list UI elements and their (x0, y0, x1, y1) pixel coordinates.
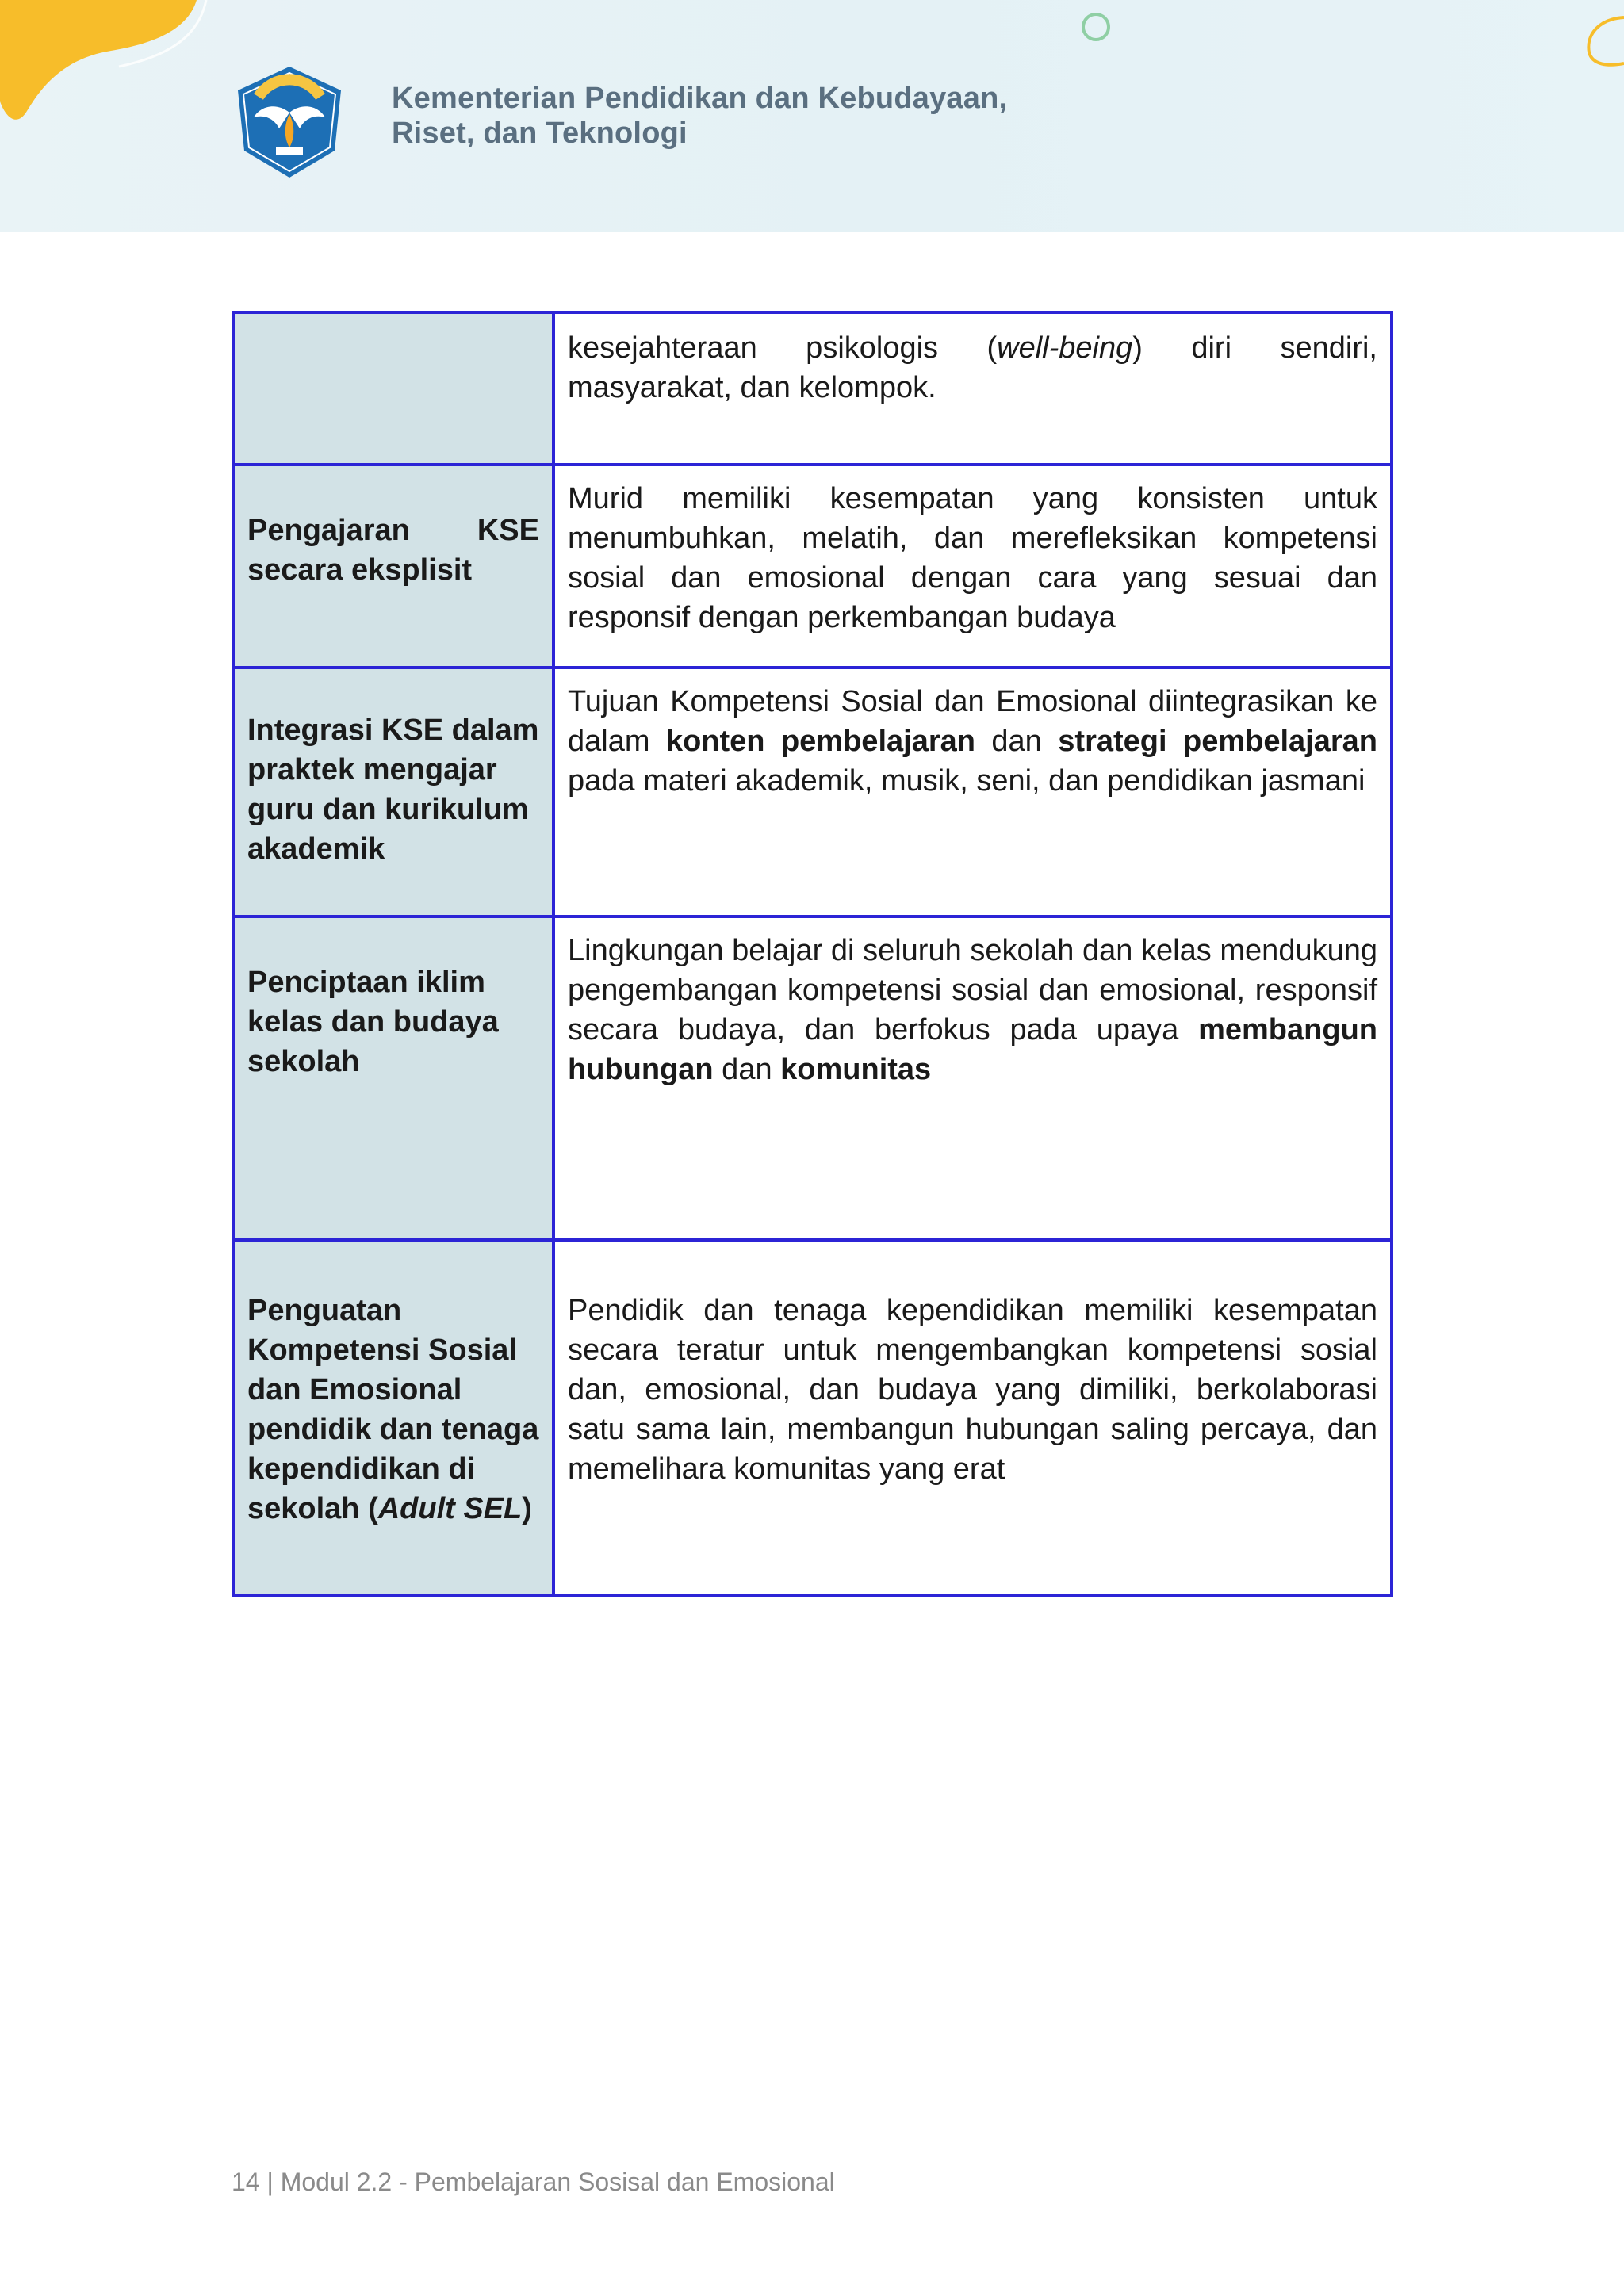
row-label: Penguatan Kompetensi Sosial dan Emosional pendidik dan tenaga kependidikan di sekolah (Adult SEL) (247, 1294, 539, 1525)
row-desc-cell (553, 668, 1392, 916)
row-desc: Lingkungan belajar di seluruh sekolah dan kelas mendukung pengembangan kompetensi sosial dan emosional, responsif secara budaya, dan berfokus pada upaya membangun hubungan dan komunitas (568, 934, 1377, 1086)
ministry-line-1: Kementerian Pendidikan dan Kebudayaan, (392, 82, 1008, 115)
row-desc-cell (553, 1240, 1392, 1595)
table-row (233, 668, 1392, 916)
table-row (233, 1240, 1392, 1595)
row-desc: Tujuan Kompetensi Sosial dan Emosional diintegrasikan ke dalam konten pembelajaran dan strategi pembelajaran pada materi akademik, musik, seni, dan pendidikan jasmani (568, 685, 1377, 798)
page-header (0, 0, 1624, 232)
decorative-blob (0, 0, 254, 127)
row-desc: kesejahteraan psikologis (well-being) diri sendiri, masyarakat, dan kelompok. (568, 331, 1377, 404)
row-desc-cell (553, 465, 1392, 668)
row-desc: Pendidik dan tenaga kependidikan memiliki kesempatan secara teratur untuk mengembangkan kompetensi sosial dan, emosional, dan budaya yang dimiliki, berkolaborasi satu sama lain, membangun hubungan saling percaya, dan memelihara komunitas yang erat (568, 1294, 1377, 1486)
row-desc-cell (553, 312, 1392, 465)
page-footer: 14 | Modul 2.2 - Pembelajaran Sosisal dan Emosional (232, 2168, 835, 2196)
table-row (233, 916, 1392, 1240)
row-desc: Murid memiliki kesempatan yang konsisten untuk menumbuhkan, melatih, dan merefleksikan kompetensi sosial dan emosional dengan cara yang sesuai dan responsif dengan perkembangan budaya (568, 482, 1377, 634)
row-label-cell (233, 312, 553, 465)
row-desc-cell (553, 916, 1392, 1240)
ministry-line-2: Riset, dan Teknologi (392, 117, 688, 150)
table-row (233, 465, 1392, 668)
row-label-cell (233, 1240, 553, 1595)
row-label: Pengajaran KSE secara eksplisit (247, 514, 539, 587)
row-label: Integrasi KSE dalam praktek mengajar guru dan kurikulum akademik (247, 714, 539, 866)
decorative-ring (1069, 0, 1624, 95)
row-label-cell (233, 465, 553, 668)
ministry-name (392, 81, 1007, 151)
kse-table (232, 311, 1393, 1597)
table-row (233, 312, 1392, 465)
tut-wuri-handayani-logo-icon (230, 62, 349, 181)
row-label-cell (233, 916, 553, 1240)
row-label-cell (233, 668, 553, 916)
row-label: Penciptaan iklim kelas dan budaya sekolah (247, 966, 499, 1078)
